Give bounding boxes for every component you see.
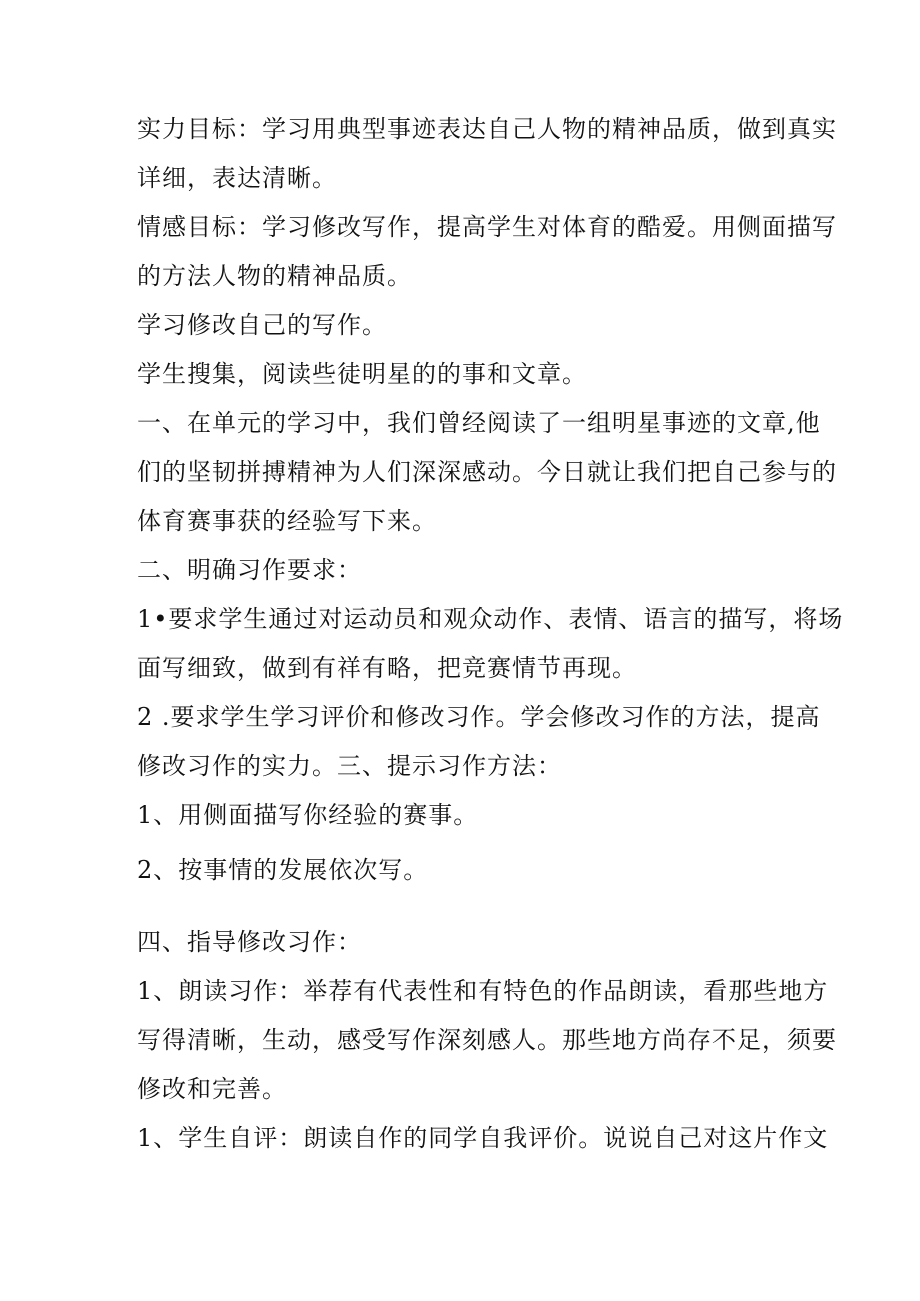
- text-line-requirement-one-cont: 面写细致，做到有祥有略，把竞赛情节再现。: [137, 654, 637, 682]
- text-line-guide-one: 1、朗读习作：举荐有代表性和有特色的作品朗读，看那些地方: [137, 977, 829, 1005]
- text-line-emotion-goal-cont: 的方法人物的精神品质。: [137, 262, 412, 290]
- text-line-method-two: 2、按事情的发展依次写。: [137, 856, 429, 884]
- text-line-method-one: 1、用侧面描写你经验的赛事。: [137, 801, 479, 829]
- text-line-requirement-one: 1•要求学生通过对运动员和观众动作、表情、语言的描写，将场: [137, 605, 844, 633]
- text-line-requirement-two-cont: 修改习作的实力。三、提示习作方法：: [137, 752, 562, 780]
- text-line-key-point: 学习修改自己的写作。: [137, 311, 387, 339]
- text-line-section-one-end: 体育赛事获的经验写下来。: [137, 507, 437, 535]
- text-line-emotion-goal: 情感目标：学习修改写作，提高学生对体育的酷爱。用侧面描写: [137, 213, 837, 241]
- text-line-guide-one-cont: 写得清晰，生动，感受写作深刻感人。那些地方尚存不足，须要: [137, 1026, 837, 1054]
- text-line-requirement-two: 2 .要求学生学习评价和修改习作。学会修改习作的方法，提高: [137, 703, 821, 731]
- text-line-ability-goal: 实力目标：学习用典型事迹表达自己人物的精神品质，做到真实: [137, 115, 837, 143]
- text-line-section-four-heading: 四、指导修改习作：: [137, 928, 362, 956]
- text-line-section-one: 一、在单元的学习中，我们曾经阅读了一组明星事迹的文章,他: [137, 409, 821, 437]
- text-line-guide-one-end: 修改和完善。: [137, 1075, 287, 1103]
- text-line-section-one-cont: 们的坚韧拼搏精神为人们深深感动。今日就让我们把自己参与的: [137, 458, 837, 486]
- text-line-self-evaluation: 1、学生自评：朗读自作的同学自我评价。说说自己对这片作文: [137, 1124, 829, 1152]
- text-line-ability-goal-cont: 详细，表达清晰。: [137, 164, 337, 192]
- text-line-preparation: 学生搜集，阅读些徒明星的的事和文章。: [137, 360, 587, 388]
- text-line-section-two-heading: 二、明确习作要求：: [137, 556, 362, 584]
